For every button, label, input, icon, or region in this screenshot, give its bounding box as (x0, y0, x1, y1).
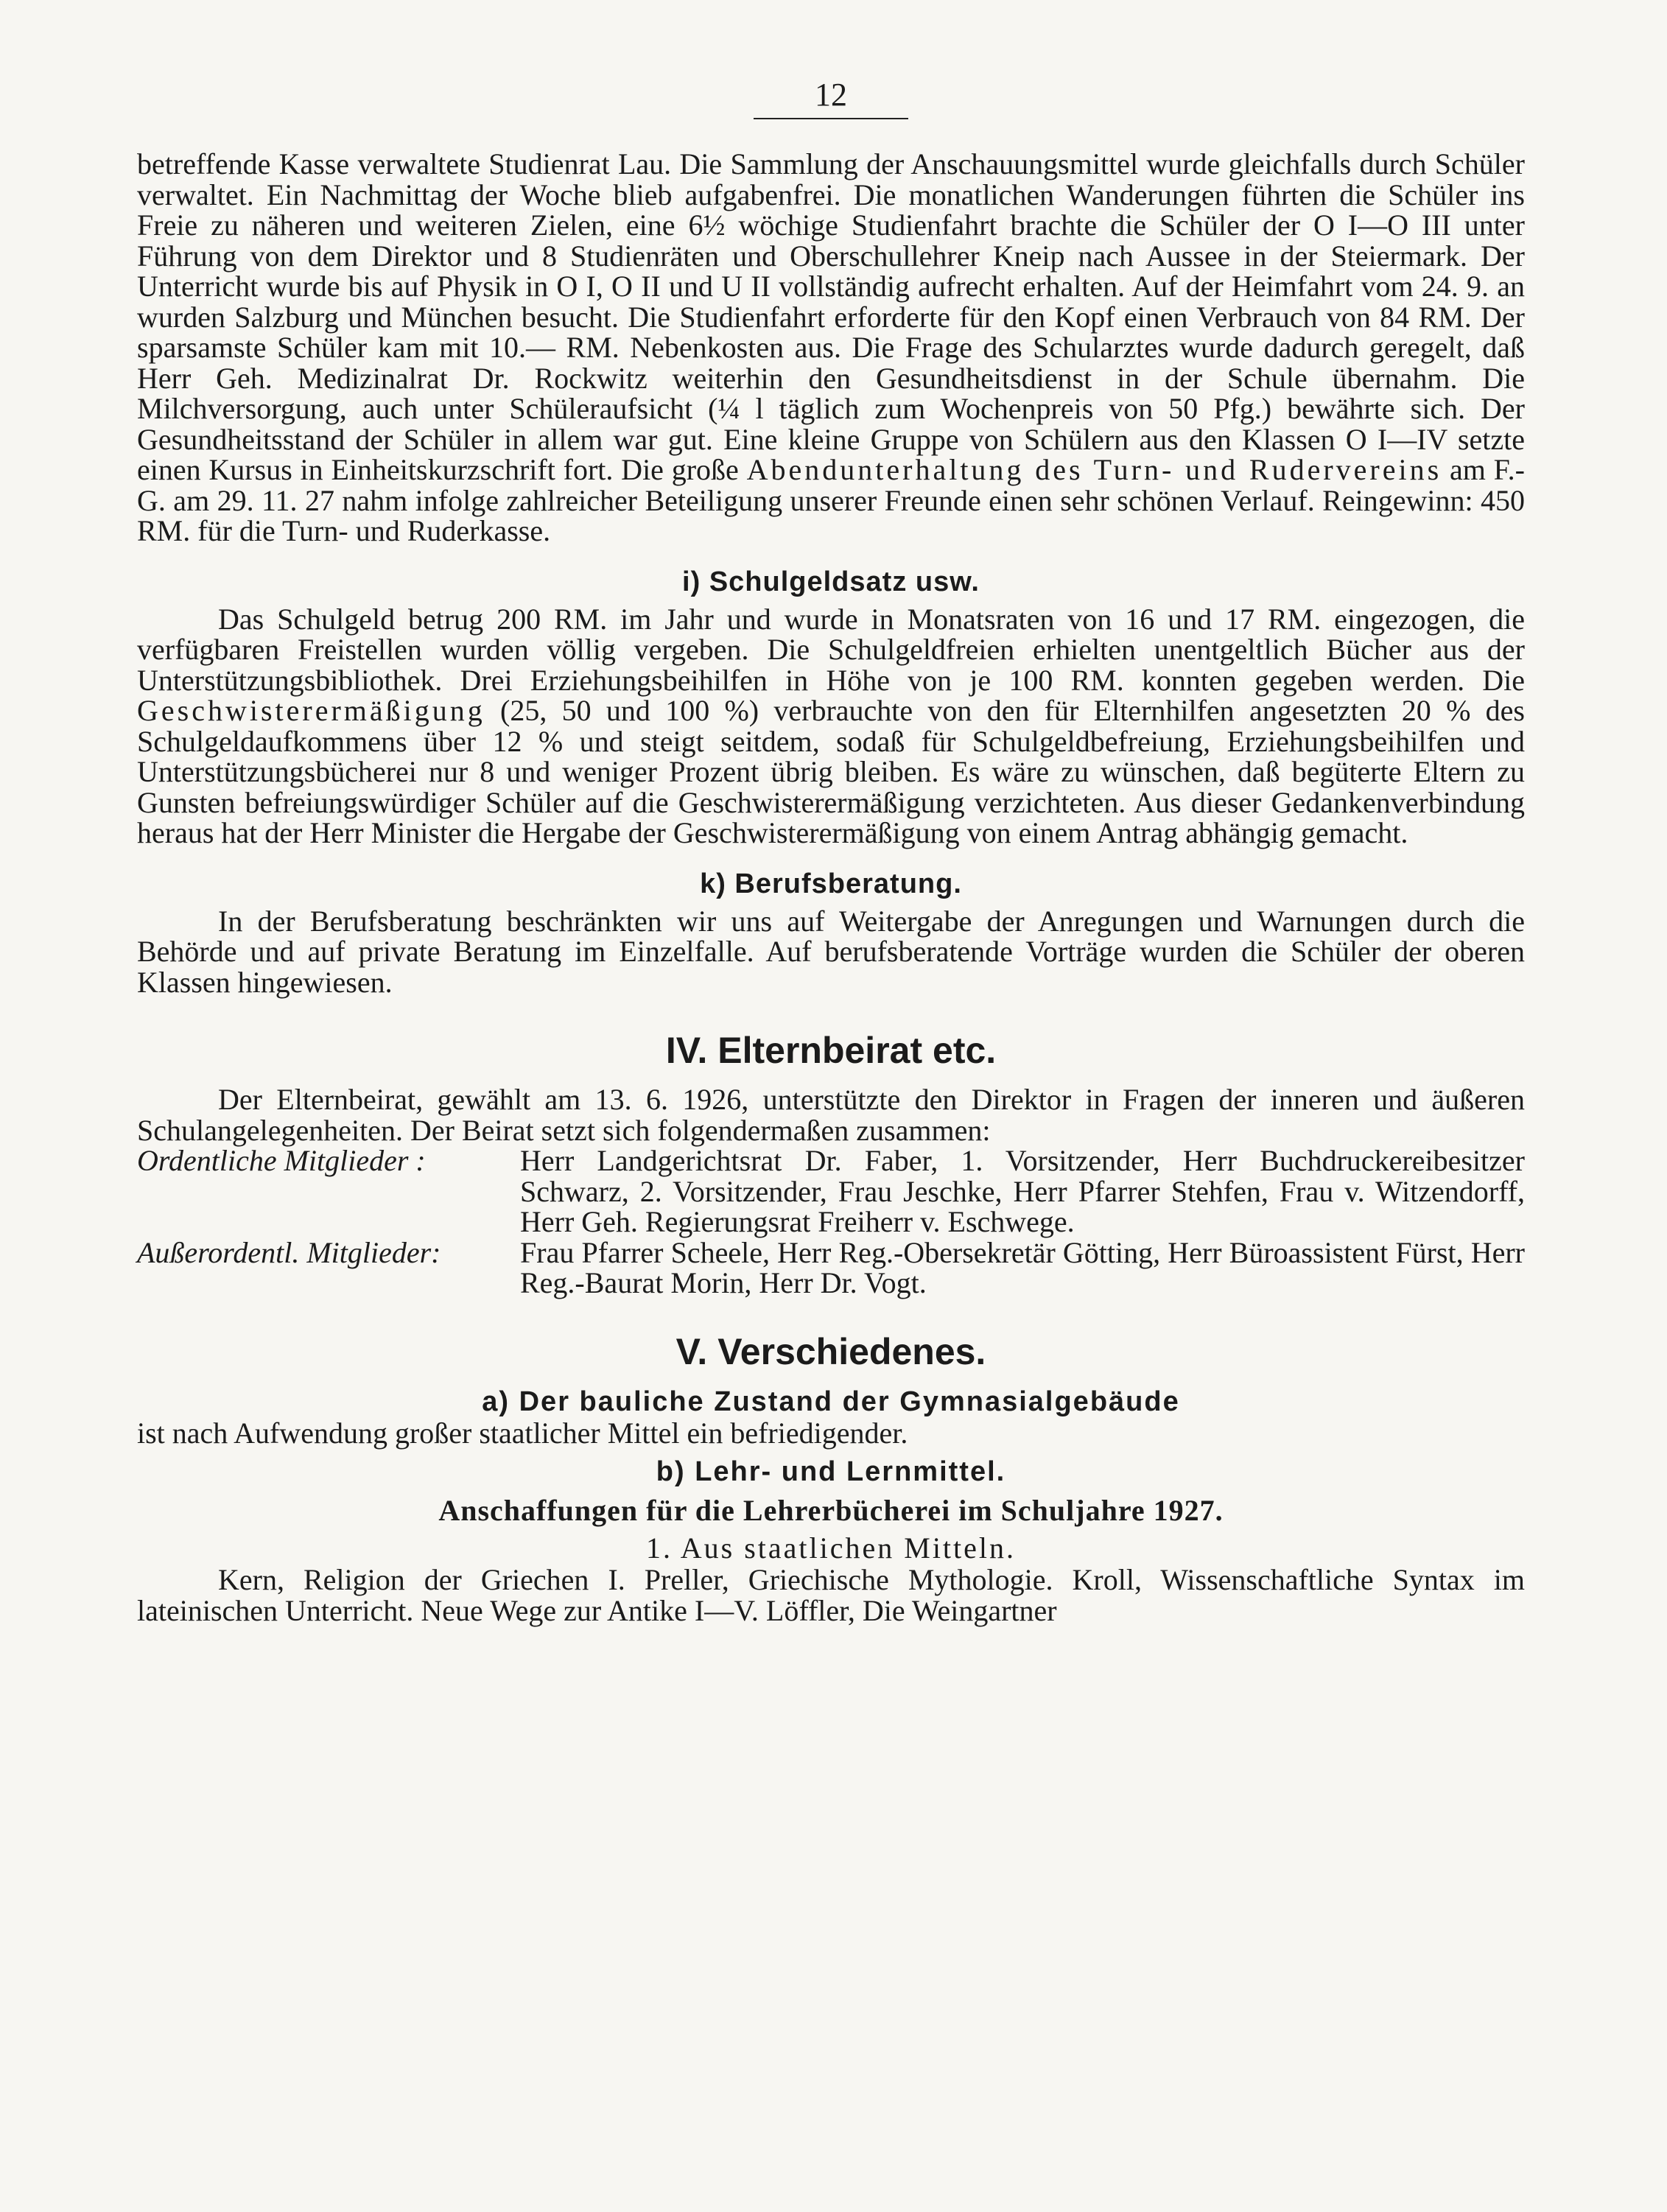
section-va-text: ist nach Aufwendung großer staatlicher Mittel ein befriedigender. (137, 1416, 908, 1450)
section-iv-paragraph: Der Elternbeirat, gewählt am 13. 6. 1926, unterstützte den Direktor in Fragen der inneren und äußeren Schulangelegenheiten. Der Beirat setzt sich folgendermaßen zusammen: (137, 1083, 1525, 1147)
section-i-spaced-text: Geschwisterermäßigung (137, 694, 485, 727)
document-page (137, 77, 1525, 1626)
heading-vb: b) Lehr- und Lernmittel. (656, 1456, 1006, 1487)
heading-v: V. Verschiedenes. (675, 1330, 986, 1372)
ordentliche-mitglieder-text: Herr Landgerichtsrat Dr. Faber, 1. Vorsitzender, Herr Buchdruckereibesitzer Schwarz, 2. Vorsitzender, Frau Jeschke, Herr Pfarrer Stehfen, Frau v. Witzendorff, Herr Geh. Regierungsrat Freiherr v. Eschwege. (520, 1144, 1525, 1238)
ausserordentliche-mitglieder-text: Frau Pfarrer Scheele, Herr Reg.-Obersekretär Götting, Herr Büroassistent Fürst, Herr Reg.-Baurat Morin, Herr Dr. Vogt. (520, 1235, 1525, 1299)
section-h-text-b: am F.-G. am 29. 11. 27 nahm infolge zahlreicher Beteiligung unserer Freunde einen sehr schönen Verlauf. Reingewinn: 450 RM. für die Turn- und Ruderkasse. (137, 453, 1526, 547)
section-h-text-a: betreffende Kasse verwaltete Studienrat Lau. Die Sammlung der Anschauungsmittel wurde gleichfalls durch Schüler verwaltet. Ein Nachmittag der Woche blieb aufgabenfrei. Die monatlichen Wanderungen führten die Schüler ins Freie zu näheren und weiteren Zielen, eine 6½ wöchige Studienfahrt brachte die Schüler der O I—O III unter Führung von dem Direktor und 8 Studienräten und Oberschullehrer Kneip nach Aussee in der Steiermark. Der Unterricht wurde bis auf Physik in O I, O II und U II vollständig aufrecht erhalten. Auf der Heimfahrt vom 24. 9. an wurden Salzburg und München besucht. Die Studienfahrt erforderte für den Kopf einen Verbrauch von 84 RM. Der sparsamste Schüler kam mit 10.— RM. Nebenkosten aus. Die Frage des Schularztes wurde dadurch geregelt, daß Herr Geh. Medizinalrat Dr. Rockwitz weiterhin den Gesundheitsdienst in der Schule übernahm. Die Milchversorgung, auch unter Schüleraufsicht (¼ l täglich zum Wochenpreis von 50 Pfg.) bewährte sich. Der Gesundheitsstand der Schüler in allem war gut. Eine kleine Gruppe von Schülern aus den Klassen O I—IV setzte einen Kursus in Einheitskurzschrift fort. Die große (137, 147, 1525, 486)
heading-iv: IV. Elternbeirat etc. (665, 1030, 997, 1071)
heading-staatlich: 1. Aus staatlichen Mitteln. (645, 1531, 1017, 1565)
heading-anschaffungen: Anschaffungen für die Lehrerbücherei im Schuljahre 1927. (438, 1494, 1224, 1527)
ausserordentliche-mitglieder-row (137, 1237, 1525, 1299)
section-i-text-b: (25, 50 und 100 %) verbrauchte von den für Elternhilfen angesetzten 20 % des Schulgeldaufkommens über 12 % und steigt seitdem, sodaß für Schulgeldbefreiung, Erziehungsbeihilfen und Unterstützungsbücherei nur 8 und weniger Prozent übrig bleiben. Es wäre zu wünschen, daß begüterte Eltern zu Gunsten befreiungswürdiger Schüler auf die Geschwisterermäßigung verzichteten. Aus dieser Gedankenverbindung heraus hat der Herr Minister die Hergabe der Geschwisterermäßigung von einem Antrag abhängig gemacht. (137, 694, 1525, 849)
page-number-rule (754, 118, 908, 119)
section-h-paragraph (137, 149, 1525, 547)
ausserordentliche-mitglieder-label: Außerordentl. Mitglieder: (137, 1235, 441, 1269)
section-h-spaced-text: Abendunterhaltung des Turn- und Rudervereins (746, 453, 1442, 486)
section-i-text-a: Das Schulgeld betrug 200 RM. im Jahr und wurde in Monatsraten von 16 und 17 RM. eingezogen, die verfügbaren Freistellen wurden völlig vergeben. Die Schulgeldfreien erhielten unentgeltlich Bücher aus der Unterstützungsbibliothek. Drei Erziehungsbeihilfen in Höhe von je 100 RM. konnten gegeben werden. Die (137, 602, 1525, 697)
section-k-paragraph: In der Berufsberatung beschränkten wir uns auf Weitergabe der Anregungen und Warnungen durch die Behörde und auf private Beratung im Einzelfalle. Auf berufsberatende Vorträge wurden die Schüler der oberen Klassen hingewiesen. (137, 904, 1525, 999)
ordentliche-mitglieder-label: Ordentliche Mitglieder : (137, 1144, 426, 1177)
heading-i: i) Schulgeldsatz usw. (682, 566, 980, 597)
heading-va: a) Der bauliche Zustand der Gymnasialgebäude (482, 1386, 1180, 1417)
section-last-paragraph: Kern, Religion der Griechen I. Preller, Griechische Mythologie. Kroll, Wissenschaftliche Syntax im lateinischen Unterricht. Neue Wege zur Antike I—V. Löffler, Die Weingartner (137, 1563, 1525, 1627)
ordentliche-mitglieder-row (137, 1145, 1525, 1237)
section-i-paragraph (137, 604, 1525, 849)
page-number: 12 (815, 77, 847, 113)
heading-k: k) Berufsberatung. (700, 868, 962, 899)
